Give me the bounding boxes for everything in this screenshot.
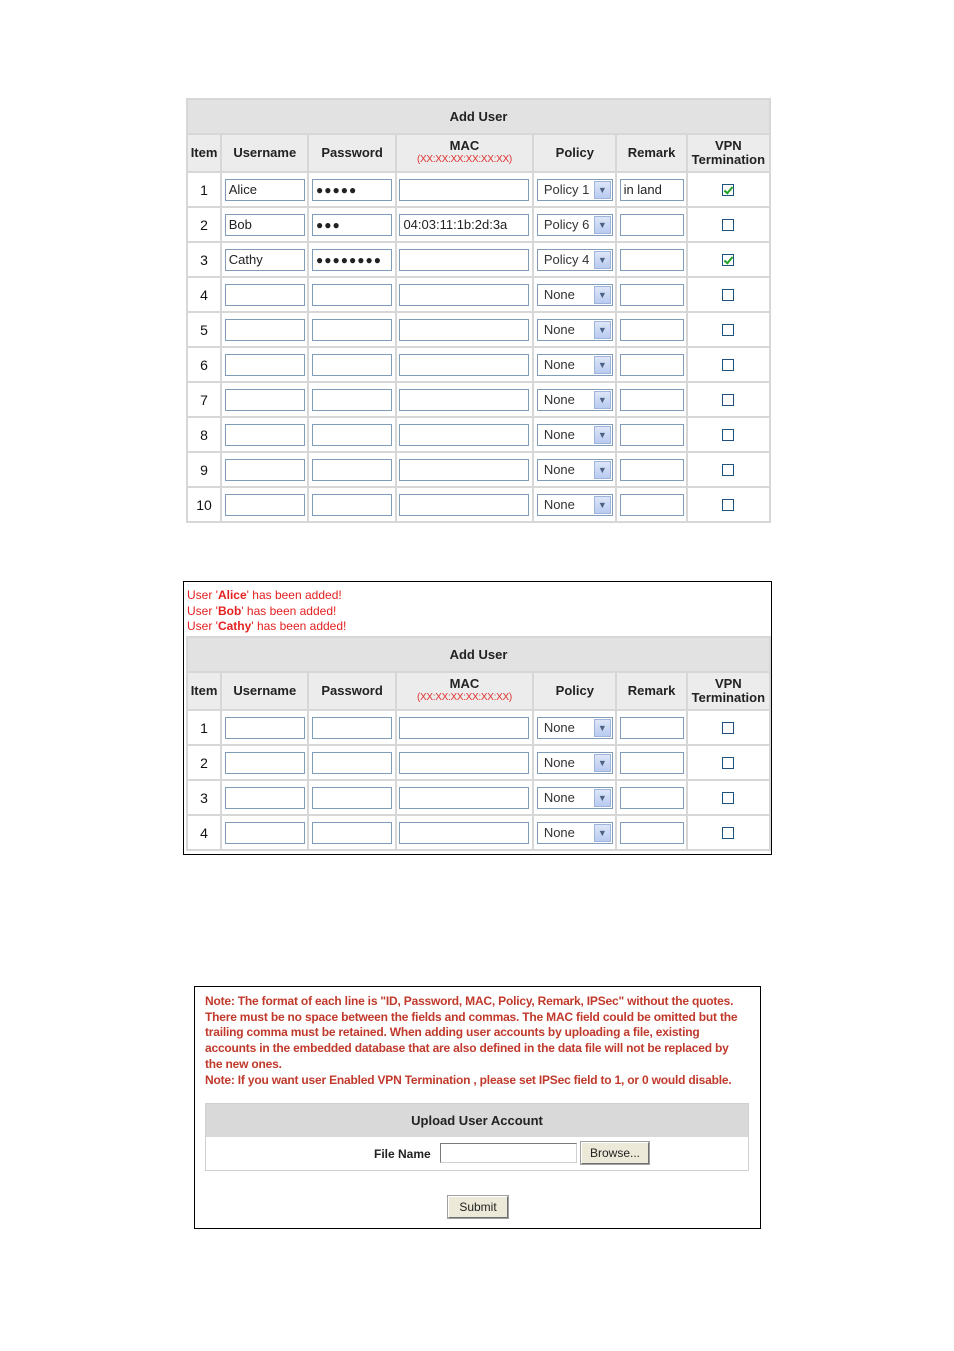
mac-input[interactable] — [399, 354, 529, 376]
table-row — [188, 173, 769, 206]
message-suffix: ' has been added! — [241, 603, 337, 618]
remark-input[interactable] — [620, 424, 684, 446]
chevron-down-icon[interactable]: ▼ — [594, 789, 611, 807]
col-header-remark: Remark — [617, 135, 685, 171]
remark-input[interactable] — [620, 752, 684, 774]
chevron-down-icon[interactable]: ▼ — [594, 321, 611, 339]
table-row — [188, 781, 769, 814]
table-row — [188, 208, 769, 241]
chevron-down-icon[interactable]: ▼ — [594, 391, 611, 409]
password-input[interactable] — [312, 284, 392, 306]
item-number: 6 — [200, 356, 208, 373]
item-number: 5 — [200, 321, 208, 338]
password-input[interactable] — [312, 354, 392, 376]
message-prefix: User ' — [187, 603, 218, 618]
success-message — [187, 604, 336, 618]
vpn-header-line2: Termination — [691, 152, 766, 167]
remark-input[interactable] — [620, 494, 684, 516]
mac-input[interactable] — [399, 752, 529, 774]
policy-value: None — [543, 356, 575, 372]
submit-button[interactable]: Submit — [448, 1196, 508, 1218]
item-number: 3 — [200, 251, 208, 268]
remark-input[interactable] — [620, 249, 684, 271]
file-name-input[interactable] — [440, 1143, 577, 1163]
policy-value: None — [543, 286, 575, 302]
item-number: 3 — [200, 789, 208, 806]
upload-title: Upload User Account — [206, 1104, 748, 1137]
username-input[interactable] — [225, 459, 305, 481]
file-name-row — [206, 1137, 748, 1170]
mac-input[interactable] — [399, 389, 529, 411]
table-title: Add User — [188, 100, 769, 133]
username-input[interactable] — [225, 494, 305, 516]
chevron-down-icon[interactable]: ▼ — [594, 251, 611, 269]
remark-input[interactable]: in land — [620, 179, 684, 201]
chevron-down-icon[interactable]: ▼ — [594, 216, 611, 234]
vpn-termination-checkbox[interactable] — [722, 289, 734, 301]
policy-select[interactable] — [537, 214, 613, 236]
add-user-result-panel — [183, 581, 772, 855]
file-name-label: File Name — [374, 1147, 431, 1161]
vpn-header-line1-2: VPN — [714, 676, 742, 691]
table-row — [188, 488, 769, 521]
chevron-down-icon[interactable]: ▼ — [594, 461, 611, 479]
policy-select[interactable] — [537, 249, 613, 271]
col-header-username-2: Username — [222, 673, 307, 709]
policy-select[interactable] — [537, 319, 613, 341]
chevron-down-icon[interactable]: ▼ — [594, 356, 611, 374]
format-note — [205, 994, 745, 1088]
vpn-termination-checkbox[interactable] — [722, 359, 734, 371]
mac-input[interactable] — [399, 822, 529, 844]
col-header-policy-2: Policy — [534, 673, 615, 709]
mac-input[interactable] — [399, 787, 529, 809]
username-input[interactable] — [225, 822, 305, 844]
username-input[interactable] — [225, 787, 305, 809]
vpn-termination-checkbox[interactable] — [722, 429, 734, 441]
chevron-down-icon[interactable]: ▼ — [594, 286, 611, 304]
policy-value: None — [543, 719, 575, 735]
item-number: 8 — [200, 426, 208, 443]
table-row — [188, 711, 769, 744]
mac-header-label-2: MAC — [449, 676, 480, 691]
password-input[interactable]: ●●● — [312, 214, 392, 236]
col-header-username: Username — [222, 135, 307, 171]
password-input[interactable] — [312, 787, 392, 809]
policy-value: None — [543, 391, 575, 407]
vpn-termination-checkbox[interactable] — [722, 792, 734, 804]
col-header-password-2: Password — [309, 673, 394, 709]
table-row — [188, 383, 769, 416]
message-suffix: ' has been added! — [246, 588, 342, 602]
password-input[interactable] — [312, 752, 392, 774]
policy-value: None — [543, 461, 575, 477]
add-user-panel-2 — [186, 636, 771, 851]
remark-input[interactable] — [620, 787, 684, 809]
policy-select[interactable] — [537, 424, 613, 446]
item-number: 4 — [200, 286, 208, 303]
col-header-item: Item — [188, 135, 220, 171]
password-input[interactable] — [312, 717, 392, 739]
password-input[interactable] — [312, 424, 392, 446]
username-input[interactable] — [225, 424, 305, 446]
vpn-termination-checkbox[interactable] — [722, 827, 734, 839]
message-username: Alice — [217, 588, 247, 602]
vpn-header-line1: VPN — [714, 138, 742, 153]
col-header-vpn — [688, 135, 769, 171]
policy-select[interactable] — [537, 179, 613, 201]
username-input[interactable] — [225, 717, 305, 739]
add-user-table — [186, 98, 771, 523]
vpn-termination-checkbox[interactable] — [722, 324, 734, 336]
password-input[interactable] — [312, 389, 392, 411]
item-number: 10 — [196, 496, 212, 513]
success-message — [187, 588, 342, 602]
table-row — [188, 418, 769, 451]
policy-select[interactable] — [537, 787, 613, 809]
chevron-down-icon[interactable]: ▼ — [594, 754, 611, 772]
table-row — [188, 278, 769, 311]
table-row — [188, 243, 769, 276]
col-header-password: Password — [309, 135, 394, 171]
table-row — [188, 348, 769, 381]
vpn-termination-checkbox[interactable] — [722, 254, 734, 266]
username-input[interactable] — [225, 752, 305, 774]
item-number: 7 — [200, 391, 208, 408]
item-number: 2 — [200, 216, 208, 233]
message-username: Bob — [217, 603, 242, 618]
password-input[interactable] — [312, 459, 392, 481]
chevron-down-icon[interactable]: ▼ — [594, 719, 611, 737]
vpn-termination-checkbox[interactable] — [722, 464, 734, 476]
password-input[interactable] — [312, 319, 392, 341]
upload-user-panel — [194, 986, 761, 1229]
vpn-header-line2-2: Termination — [691, 690, 766, 705]
password-input[interactable] — [312, 822, 392, 844]
mac-input[interactable] — [399, 179, 529, 201]
message-prefix: User ' — [187, 619, 218, 633]
remark-input[interactable] — [620, 822, 684, 844]
username-input[interactable] — [225, 389, 305, 411]
mac-input[interactable] — [399, 319, 529, 341]
policy-select[interactable] — [537, 752, 613, 774]
password-input[interactable]: ●●●●●●●● — [312, 249, 392, 271]
policy-value: Policy 4 — [543, 251, 590, 267]
item-number: 1 — [200, 719, 208, 736]
remark-input[interactable] — [620, 717, 684, 739]
remark-input[interactable] — [620, 284, 684, 306]
format-note-text: Note: The format of each line is "ID, Password, MAC, Policy, Remark, IPSec" without the quotes. There must be no space between the fields and commas. The MAC field could be omitted but the trailing comma must be retained. When adding user accounts by uploading a file, existing accounts in the embedded database that are also defined in the data file will not be replaced by the new ones. — [205, 994, 738, 1071]
table-row — [188, 313, 769, 346]
browse-button[interactable]: Browse... — [581, 1142, 649, 1164]
policy-select[interactable] — [537, 354, 613, 376]
mac-input[interactable] — [399, 717, 529, 739]
vpn-termination-checkbox[interactable] — [722, 219, 734, 231]
message-suffix: ' has been added! — [251, 619, 347, 633]
policy-select[interactable] — [537, 717, 613, 739]
policy-select[interactable] — [537, 822, 613, 844]
table-row — [188, 816, 769, 849]
message-prefix: User ' — [187, 588, 218, 602]
policy-value: Policy 6 — [543, 216, 590, 232]
vpn-termination-checkbox[interactable] — [722, 394, 734, 406]
username-input[interactable]: Cathy — [225, 249, 305, 271]
vpn-termination-checkbox[interactable] — [722, 722, 734, 734]
policy-select[interactable] — [537, 389, 613, 411]
policy-select[interactable] — [537, 494, 613, 516]
vpn-termination-checkbox[interactable] — [722, 499, 734, 511]
col-header-item-2: Item — [188, 673, 220, 709]
mac-format-hint-2: (XX:XX:XX:XX:XX:XX) — [416, 692, 512, 703]
remark-input[interactable] — [620, 354, 684, 376]
remark-input[interactable] — [620, 214, 684, 236]
policy-value: None — [543, 426, 575, 442]
remark-input[interactable] — [620, 389, 684, 411]
password-input[interactable]: ●●●●● — [312, 179, 392, 201]
mac-input[interactable] — [399, 249, 529, 271]
policy-value: Policy 1 — [543, 181, 590, 197]
mac-input[interactable] — [399, 494, 529, 516]
chevron-down-icon[interactable]: ▼ — [594, 496, 611, 514]
mac-input[interactable] — [399, 284, 529, 306]
mac-format-hint: (XX:XX:XX:XX:XX:XX) — [416, 154, 512, 165]
username-input[interactable]: Alice — [225, 179, 305, 201]
policy-value: None — [543, 754, 575, 770]
chevron-down-icon[interactable]: ▼ — [594, 181, 611, 199]
chevron-down-icon[interactable]: ▼ — [594, 824, 611, 842]
policy-select[interactable] — [537, 459, 613, 481]
add-user-table-2 — [186, 636, 771, 851]
vpn-termination-checkbox[interactable] — [722, 757, 734, 769]
password-input[interactable] — [312, 494, 392, 516]
policy-value: None — [543, 789, 575, 805]
remark-input[interactable] — [620, 459, 684, 481]
mac-input[interactable] — [399, 424, 529, 446]
username-input[interactable]: Bob — [225, 214, 305, 236]
table-row — [188, 453, 769, 486]
item-number: 4 — [200, 824, 208, 841]
item-number: 9 — [200, 461, 208, 478]
message-username: Cathy — [217, 619, 252, 633]
vpn-note-text: Note: If you want user Enabled VPN Termination , please set IPSec field to 1, or 0 would disable. — [205, 1072, 732, 1087]
mac-input[interactable] — [399, 459, 529, 481]
col-header-mac-2 — [397, 673, 532, 709]
chevron-down-icon[interactable]: ▼ — [594, 426, 611, 444]
username-input[interactable] — [225, 319, 305, 341]
policy-value: None — [543, 321, 575, 337]
table-title-2: Add User — [188, 638, 769, 671]
col-header-vpn-2 — [688, 673, 769, 709]
col-header-policy: Policy — [534, 135, 615, 171]
policy-value: None — [543, 496, 575, 512]
vpn-termination-checkbox[interactable] — [722, 184, 734, 196]
col-header-remark-2: Remark — [617, 673, 685, 709]
username-input[interactable] — [225, 284, 305, 306]
success-message — [187, 619, 346, 633]
remark-input[interactable] — [620, 319, 684, 341]
mac-header-label: MAC — [449, 138, 480, 153]
username-input[interactable] — [225, 354, 305, 376]
item-number: 1 — [200, 181, 208, 198]
policy-select[interactable] — [537, 284, 613, 306]
policy-value: None — [543, 824, 575, 840]
upload-user-table — [205, 1103, 749, 1171]
item-number: 2 — [200, 754, 208, 771]
add-user-panel-1 — [186, 98, 771, 523]
col-header-mac — [397, 135, 532, 171]
mac-input[interactable]: 04:03:11:1b:2d:3a — [399, 214, 529, 236]
table-row — [188, 746, 769, 779]
